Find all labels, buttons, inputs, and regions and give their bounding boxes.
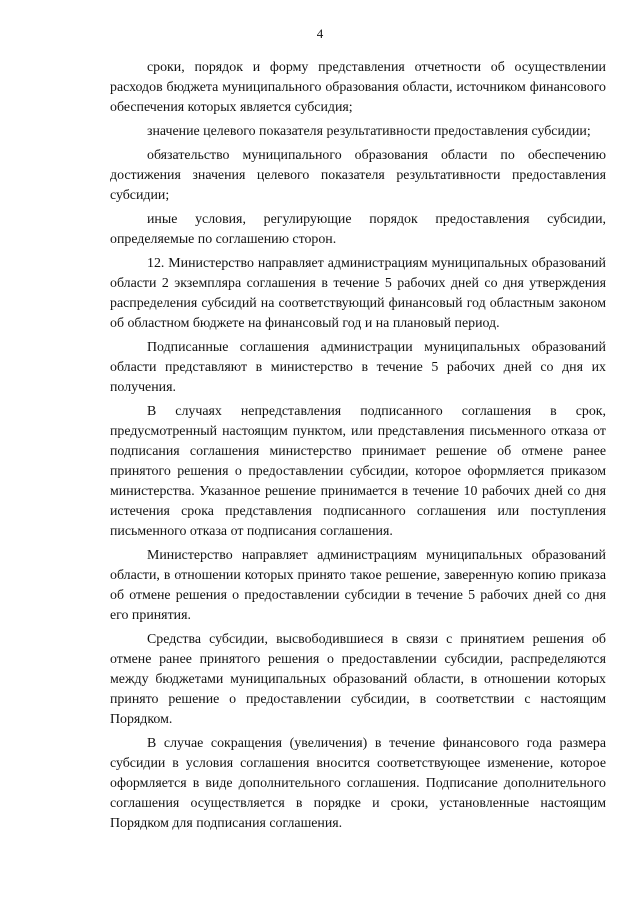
paragraph-signed-agreements: Подписанные соглашения администрации муниципальных образований области представляют в министерство в течение 5 рабочих дней со дня их получения. [110,340,606,395]
page-number: 4 [316,26,324,41]
paragraph-target-indicator: значение целевого показателя результативности предоставления субсидии; [147,124,591,139]
paragraph-obligation: обязательство муниципального образования области по обеспечению достижения значения целевого показателя результативности предоставления субсидии; [110,148,606,203]
paragraph-report-terms: сроки, порядок и форму представления отчетности об осуществлении расходов бюджета муниципального образования области, источником финансового обеспечения которых является субсидия; [110,60,606,115]
paragraph-order-copy: Министерство направляет администрациям муниципальных образований области, в отношении которых принято такое решение, заверенную копию приказа об отмене решения о предоставлении субсидии в течение 5 рабочих дней со дня его принятия. [110,548,606,623]
paragraph-non-submission: В случаях непредставления подписанного соглашения в срок, предусмотренный настоящим пунктом, или представления письменного отказа от подписания соглашения министерство принимает решение об отмене ранее принятого решения о предоставлении субсидии, которое оформляется приказом министерства. Указанное решение принимается в течение 10 рабочих дней со дня истечения срока представления подписанного соглашения или поступления письменного отказа от подписания соглашения. [110,404,606,539]
paragraph-other-conditions: иные условия, регулирующие порядок предоставления субсидии, определяемые по соглашению сторон. [110,212,606,247]
document-body [110,58,606,838]
paragraph-clause-12: 12. Министерство направляет администрациям муниципальных образований области 2 экземпляра соглашения в течение 5 рабочих дней со дня утверждения распределения субсидий на соответствующий финансовый год областным законом об областном бюджете на финансовый год и на плановый период. [110,256,606,331]
paragraph-amendment: В случае сокращения (увеличения) в течение финансового года размера субсидии в условия соглашения вносится соответствующее изменение, которое оформляется в виде дополнительного соглашения. Подписание дополнительного соглашения осуществляется в порядке и сроки, установленные настоящим Порядком для подписания соглашения. [110,736,606,831]
paragraph-released-funds: Средства субсидии, высвободившиеся в связи с принятием решения об отмене ранее принятого решения о предоставлении субсидии, распределяются между бюджетами муниципальных образований области, в отношении которых принято решение о предоставлении субсидии, в соответствии с настоящим Порядком. [110,632,606,727]
